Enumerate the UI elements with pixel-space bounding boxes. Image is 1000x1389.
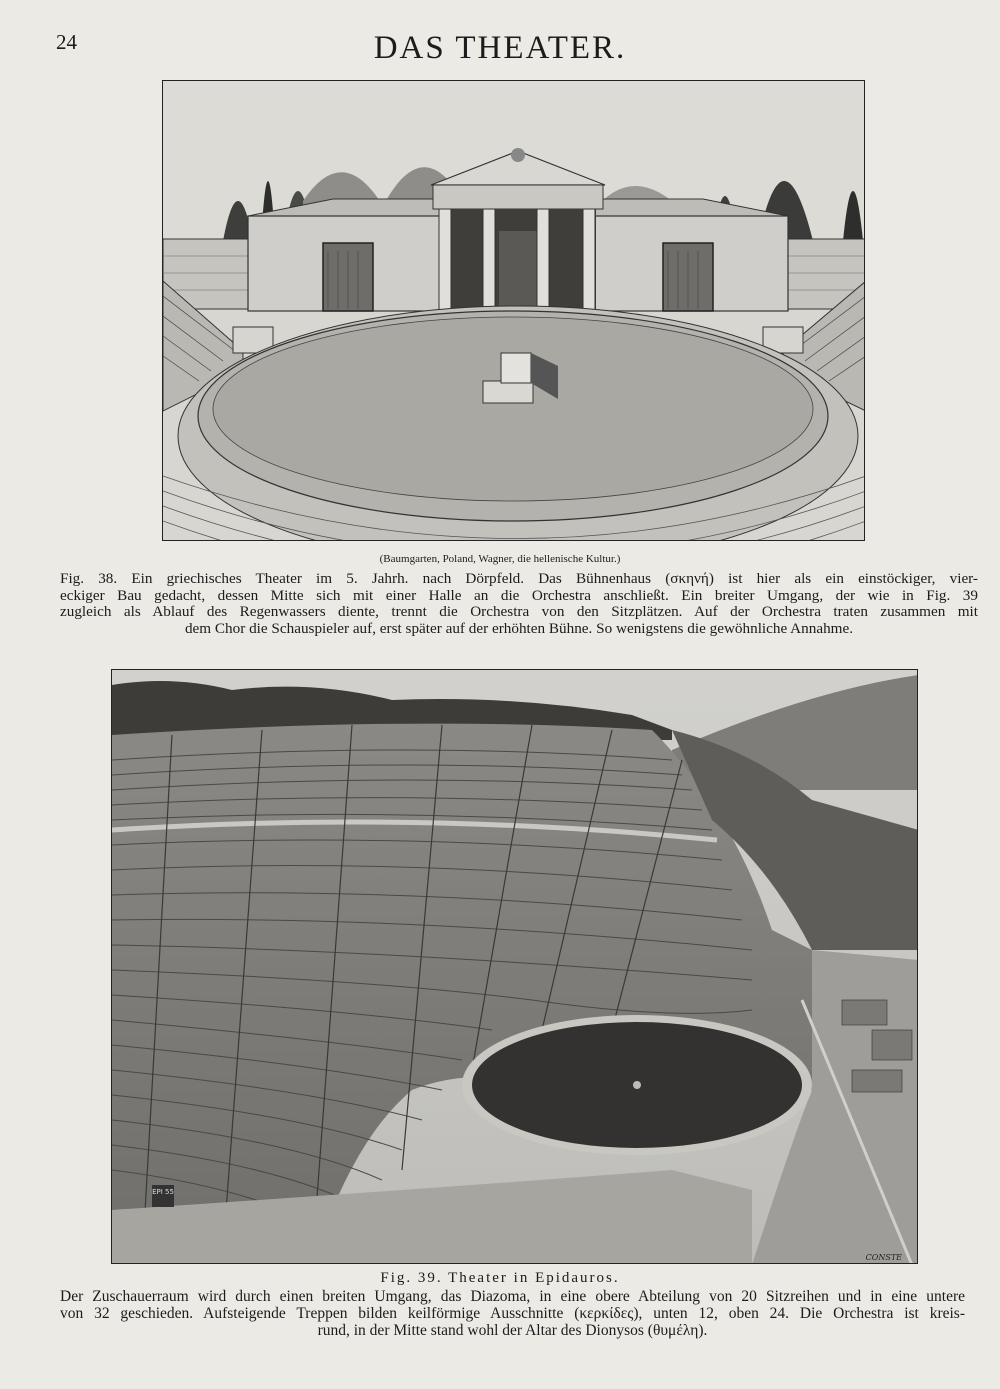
- caption-line: von 32 geschieden. Aufsteigende Treppen bilden keilförmige Ausschnitte (κερκίδες), unten 12, oben 24. Die Orchestra ist kreis-: [60, 1305, 965, 1322]
- figure-38-credit: (Baumgarten, Poland, Wagner, die hellenische Kultur.): [379, 553, 621, 565]
- page-title: DAS THEATER.: [373, 30, 627, 66]
- page-number: 24: [56, 30, 77, 54]
- caption-line: eckiger Bau gedacht, dessen Mitte sich mit einer Halle an die Orchestra anschließt. Ein breiter Umgang, der wie in Fig. 39: [60, 586, 978, 604]
- figure-39-label: Fig. 39. Theater in Epidauros.: [380, 1270, 620, 1286]
- caption-line: rund, in der Mitte stand wohl der Altar des Dionysos (θυμέλη).: [317, 1322, 708, 1339]
- caption-line: Der Zuschauerraum wird durch einen breiten Umgang, das Diazoma, in eine obere Abteilung von 20 Sitzreihen und in eine untere: [60, 1288, 965, 1305]
- caption-line: dem Chor die Schauspieler auf, erst später auf der erhöhten Bühne. So wenigstens die gewöhnliche Annahme.: [184, 619, 854, 637]
- figure-38-caption: [60, 571, 978, 637]
- figure-39-photograph: [111, 669, 918, 1264]
- photo-signature: CONSTE: [865, 1253, 902, 1262]
- caption-line: Fig. 38. Ein griechisches Theater im 5. Jahrh. nach Dörpfeld. Das Bühnenhaus (σκηνή) ist hier als ein einstöckiger, vier-: [60, 570, 978, 587]
- caption-line: zugleich als Ablauf des Regenwassers diente, trennt die Orchestra von den Sitzplätzen. Auf der Orchestra traten zusammen mit: [60, 603, 978, 620]
- figure-38-illustration: [162, 80, 865, 541]
- photo-stamp-text: EPI 55: [152, 1188, 174, 1196]
- figure-39-caption: [60, 1288, 965, 1339]
